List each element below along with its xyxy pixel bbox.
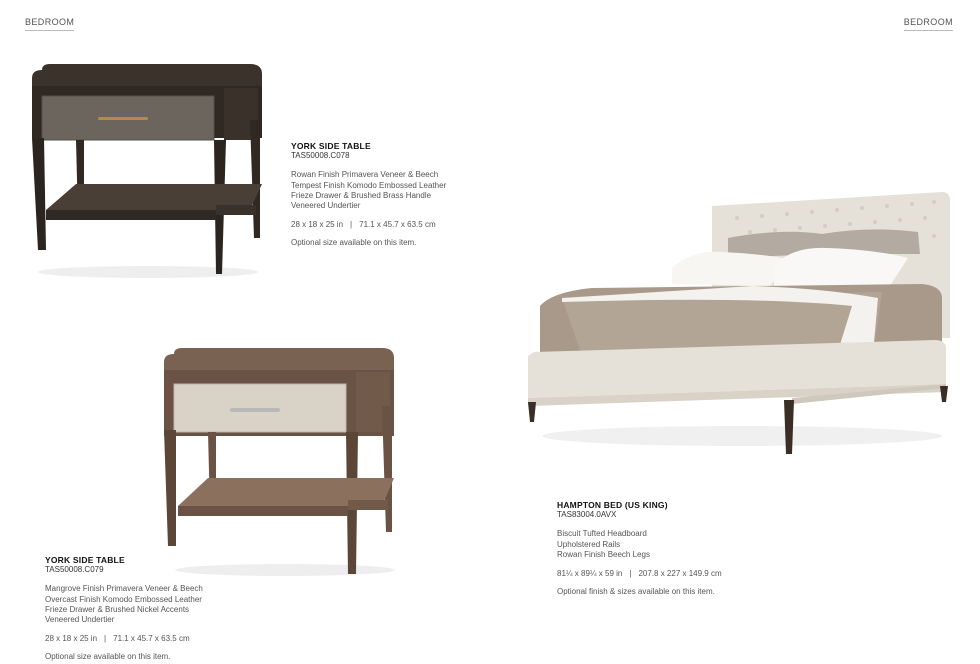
section-tag-left: BEDROOM <box>25 17 74 31</box>
product-spec-1 <box>291 141 446 249</box>
product-dimensions <box>291 220 446 230</box>
description-line: Tempest Finish Komodo Embossed Leather <box>291 180 447 190</box>
description-line: Biscuit Tufted Headboard <box>557 529 647 539</box>
description-line: Veneered Undertier <box>45 615 115 625</box>
description-line: Mangrove Finish Primavera Veneer & Beech <box>45 584 203 594</box>
section-tag-right: BEDROOM <box>904 17 953 31</box>
product-sku: TAS50008.C078 <box>291 151 350 161</box>
description-line: Frieze Drawer & Brushed Brass Handle <box>291 190 432 200</box>
dimensions-separator: | <box>629 569 632 579</box>
dimensions-metric: 207.8 x 227 x 149.9 cm <box>638 569 722 579</box>
product-dimensions <box>557 569 722 579</box>
description-line: Overcast Finish Komodo Embossed Leather <box>45 594 202 604</box>
product-dimensions <box>45 634 203 644</box>
york-side-table-light-image <box>160 346 400 578</box>
product-sku: TAS50008.C079 <box>45 565 104 575</box>
hampton-bed-image <box>522 188 954 458</box>
york-side-table-dark-image <box>28 60 268 282</box>
product-spec-2 <box>45 555 203 663</box>
dimensions-metric: 71.1 x 45.7 x 63.5 cm <box>113 634 190 644</box>
dimensions-imperial: 28 x 18 x 25 in <box>291 220 344 230</box>
product-note: Optional size available on this item. <box>291 238 417 248</box>
dimensions-imperial: 81¼ x 89¼ x 59 in <box>557 569 623 579</box>
product-name: HAMPTON BED (US KING) <box>557 500 668 510</box>
product-spec-3 <box>557 500 722 597</box>
description-line: Frieze Drawer & Brushed Nickel Accents <box>45 604 190 614</box>
description-line: Veneered Undertier <box>291 201 361 211</box>
dimensions-imperial: 28 x 18 x 25 in <box>45 634 98 644</box>
dimensions-metric: 71.1 x 45.7 x 63.5 cm <box>359 220 436 230</box>
dimensions-separator: | <box>350 220 353 230</box>
description-line: Upholstered Rails <box>557 539 621 549</box>
product-note: Optional size available on this item. <box>45 652 171 662</box>
product-sku: TAS83004.0AVX <box>557 510 617 520</box>
product-note: Optional finish & sizes available on this item. <box>557 587 715 597</box>
description-line: Rowan Finish Primavera Veneer & Beech <box>291 170 439 180</box>
dimensions-separator: | <box>104 634 107 644</box>
product-name: YORK SIDE TABLE <box>45 555 125 565</box>
description-line: Rowan Finish Beech Legs <box>557 549 650 559</box>
product-name: YORK SIDE TABLE <box>291 141 371 151</box>
